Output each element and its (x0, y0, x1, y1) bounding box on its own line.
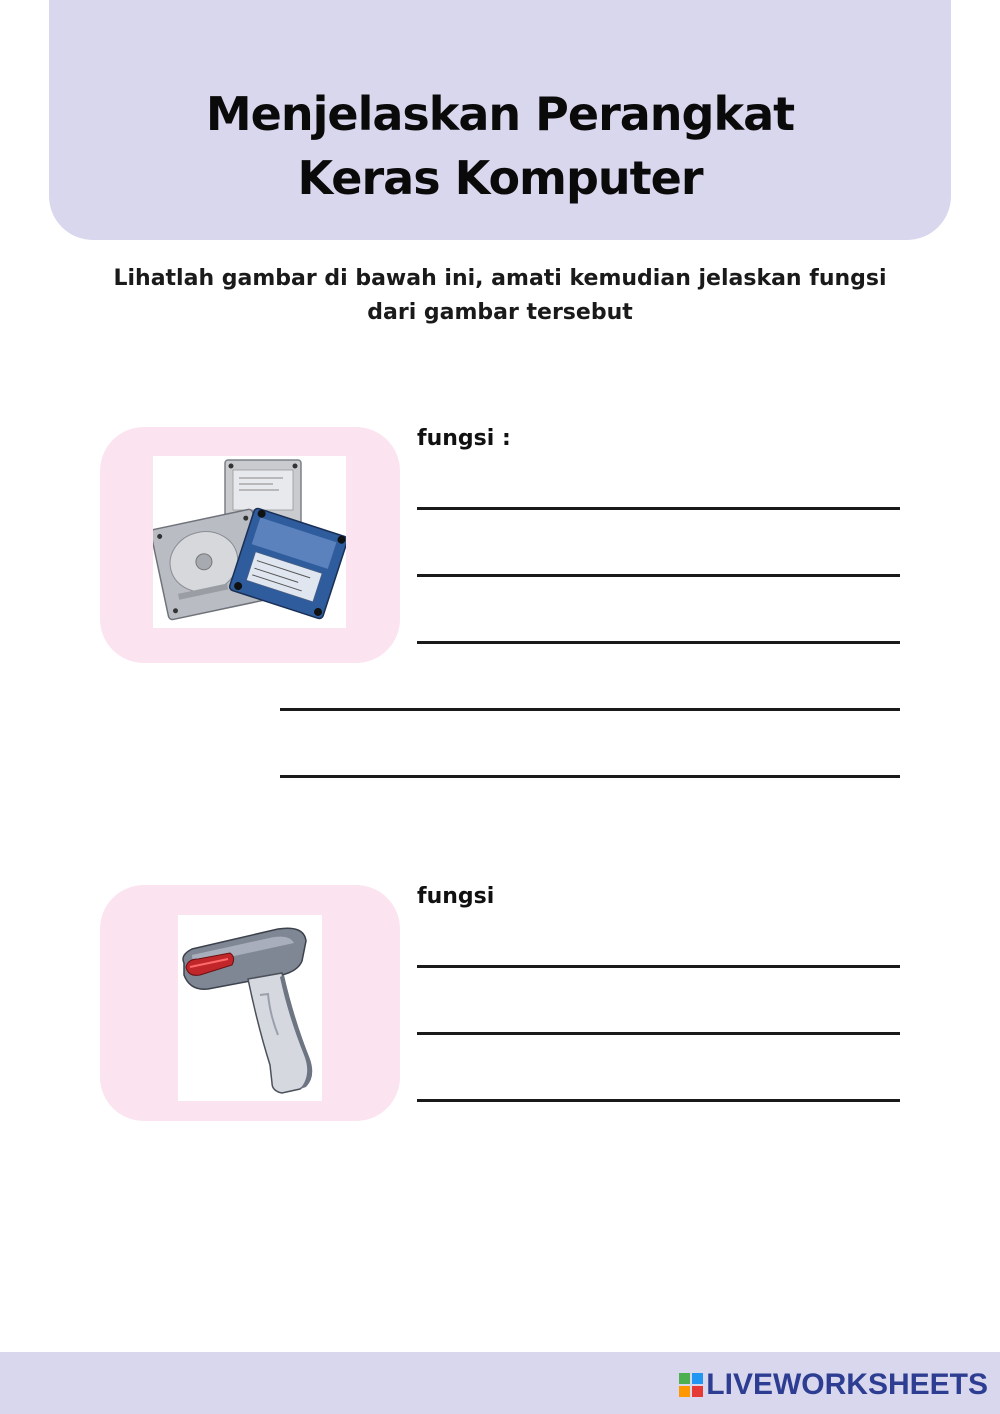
answer-line[interactable] (417, 1099, 900, 1102)
instruction-line-1: Lihatlah gambar di bawah ini, amati kemudian jelaskan fungsi (113, 266, 887, 291)
footer-bar (0, 1352, 1000, 1414)
liveworksheets-logo-icon (679, 1373, 703, 1397)
hard-disk-drive-image (153, 456, 346, 628)
answer-line[interactable] (280, 775, 900, 778)
barcode-scanner-image (178, 915, 322, 1101)
answer-line[interactable] (417, 507, 900, 510)
page-title (49, 82, 951, 210)
answer-line[interactable] (417, 1032, 900, 1035)
answer-line[interactable] (417, 965, 900, 968)
header-banner (49, 0, 951, 240)
answer-line[interactable] (417, 641, 900, 644)
image-card-barcode-scanner (100, 885, 400, 1121)
title-line-2: Keras Komputer (297, 151, 703, 205)
answer-line[interactable] (280, 708, 900, 711)
title-line-1: Menjelaskan Perangkat (205, 87, 795, 141)
instruction-text (100, 262, 900, 330)
fungsi-label-2: fungsi (417, 884, 495, 909)
answer-line[interactable] (417, 574, 900, 577)
fungsi-label-1: fungsi : (417, 426, 511, 451)
brand-name: LIVEWORKSHEETS (706, 1368, 988, 1401)
instruction-line-2: dari gambar tersebut (367, 300, 633, 325)
image-card-hard-disk (100, 427, 400, 663)
liveworksheets-brand[interactable] (679, 1370, 988, 1400)
